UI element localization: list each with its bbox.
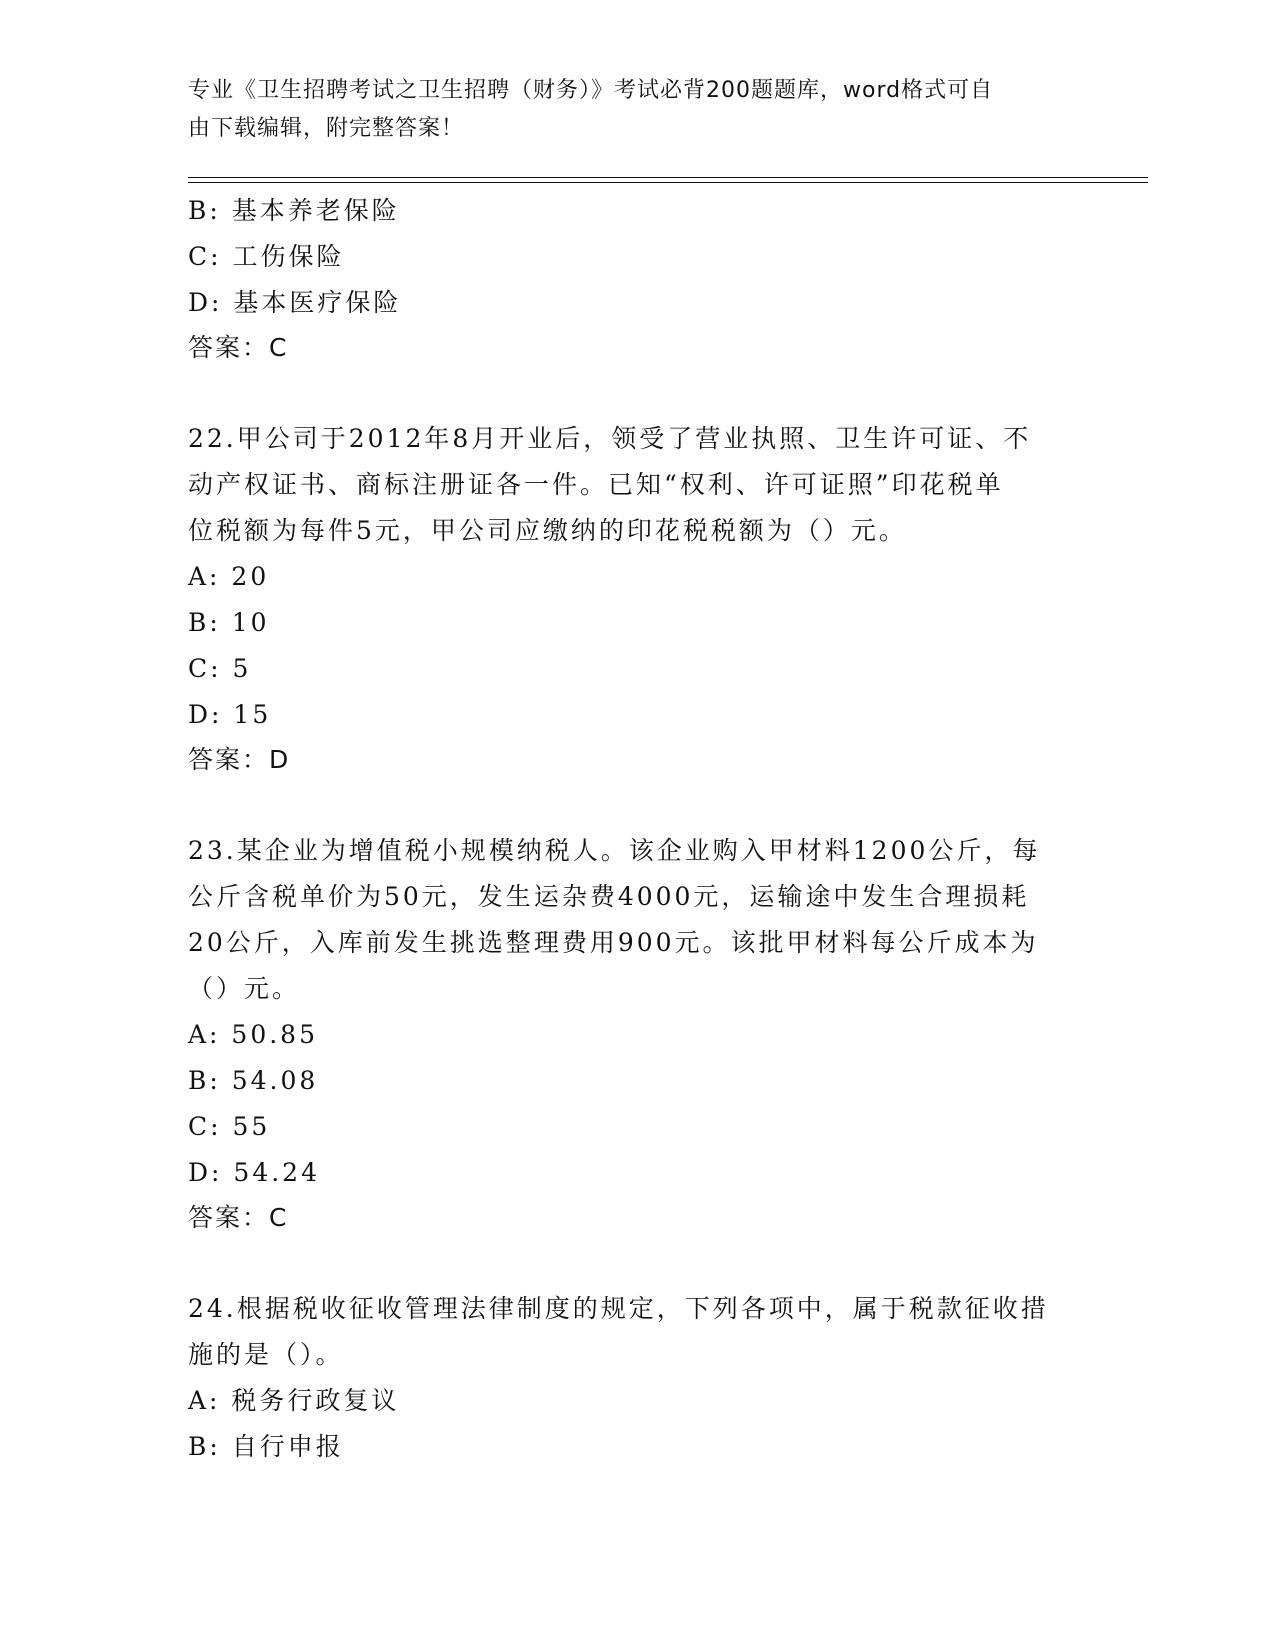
q22-option-c: C: 5	[188, 654, 252, 683]
spacer	[188, 1240, 1088, 1286]
question-24	[188, 1286, 1088, 1470]
q23-stem-line-3: 20公斤，入库前发生挑选整理费用900元。该批甲材料每公斤成本为	[188, 928, 1039, 957]
q24-stem-line-1: 24.根据税收征收管理法律制度的规定，下列各项中，属于税款征收措	[188, 1294, 1049, 1323]
question-22	[188, 416, 1088, 782]
q24-option-a: A: 税务行政复议	[188, 1386, 400, 1415]
q23-stem-line-4: （）元。	[188, 974, 301, 1003]
q22-stem-line-1: 22.甲公司于2012年8月开业后，领受了营业执照、卫生许可证、不	[188, 424, 1032, 453]
q21-answer: 答案：C	[188, 333, 289, 362]
q21-option-d: D: 基本医疗保险	[188, 288, 402, 317]
page-header	[188, 72, 1068, 148]
q23-option-d: D: 54.24	[188, 1158, 320, 1187]
q23-option-a: A: 50.85	[188, 1020, 318, 1049]
q24-stem-line-2: 施的是（）。	[188, 1340, 344, 1369]
q21-option-b: B: 基本养老保险	[188, 196, 400, 225]
spacer	[188, 782, 1088, 828]
q22-stem-line-2: 动产权证书、商标注册证各一件。已知“权利、许可证照”印花税单	[188, 470, 1004, 499]
q23-stem-line-1: 23.某企业为增值税小规模纳税人。该企业购入甲材料1200公斤，每	[188, 836, 1041, 865]
header-divider-bottom	[188, 182, 1148, 183]
question-21	[188, 188, 1088, 370]
q22-stem-line-3: 位税额为每件5元，甲公司应缴纳的印花税税额为（）元。	[188, 516, 907, 545]
q23-stem-line-2: 公斤含税单价为50元，发生运杂费4000元，运输途中发生合理损耗	[188, 882, 1030, 911]
header-divider-top	[188, 177, 1148, 178]
q21-option-c: C: 工伤保险	[188, 242, 345, 271]
q23-option-b: B: 54.08	[188, 1066, 319, 1095]
q22-option-a: A: 20	[188, 562, 270, 591]
q22-option-b: B: 10	[188, 608, 270, 637]
q22-option-d: D: 15	[188, 700, 272, 729]
q23-option-c: C: 55	[188, 1112, 271, 1141]
question-23	[188, 828, 1088, 1240]
document-body	[188, 188, 1088, 1470]
q23-answer: 答案：C	[188, 1203, 289, 1232]
q22-answer: 答案：D	[188, 745, 291, 774]
header-line-1: 专业《卫生招聘考试之卫生招聘（财务）》考试必背200题题库，word格式可自	[188, 78, 994, 103]
spacer	[188, 370, 1088, 416]
header-line-2: 由下载编辑，附完整答案！	[188, 116, 465, 141]
q24-option-b: B: 自行申报	[188, 1432, 344, 1461]
